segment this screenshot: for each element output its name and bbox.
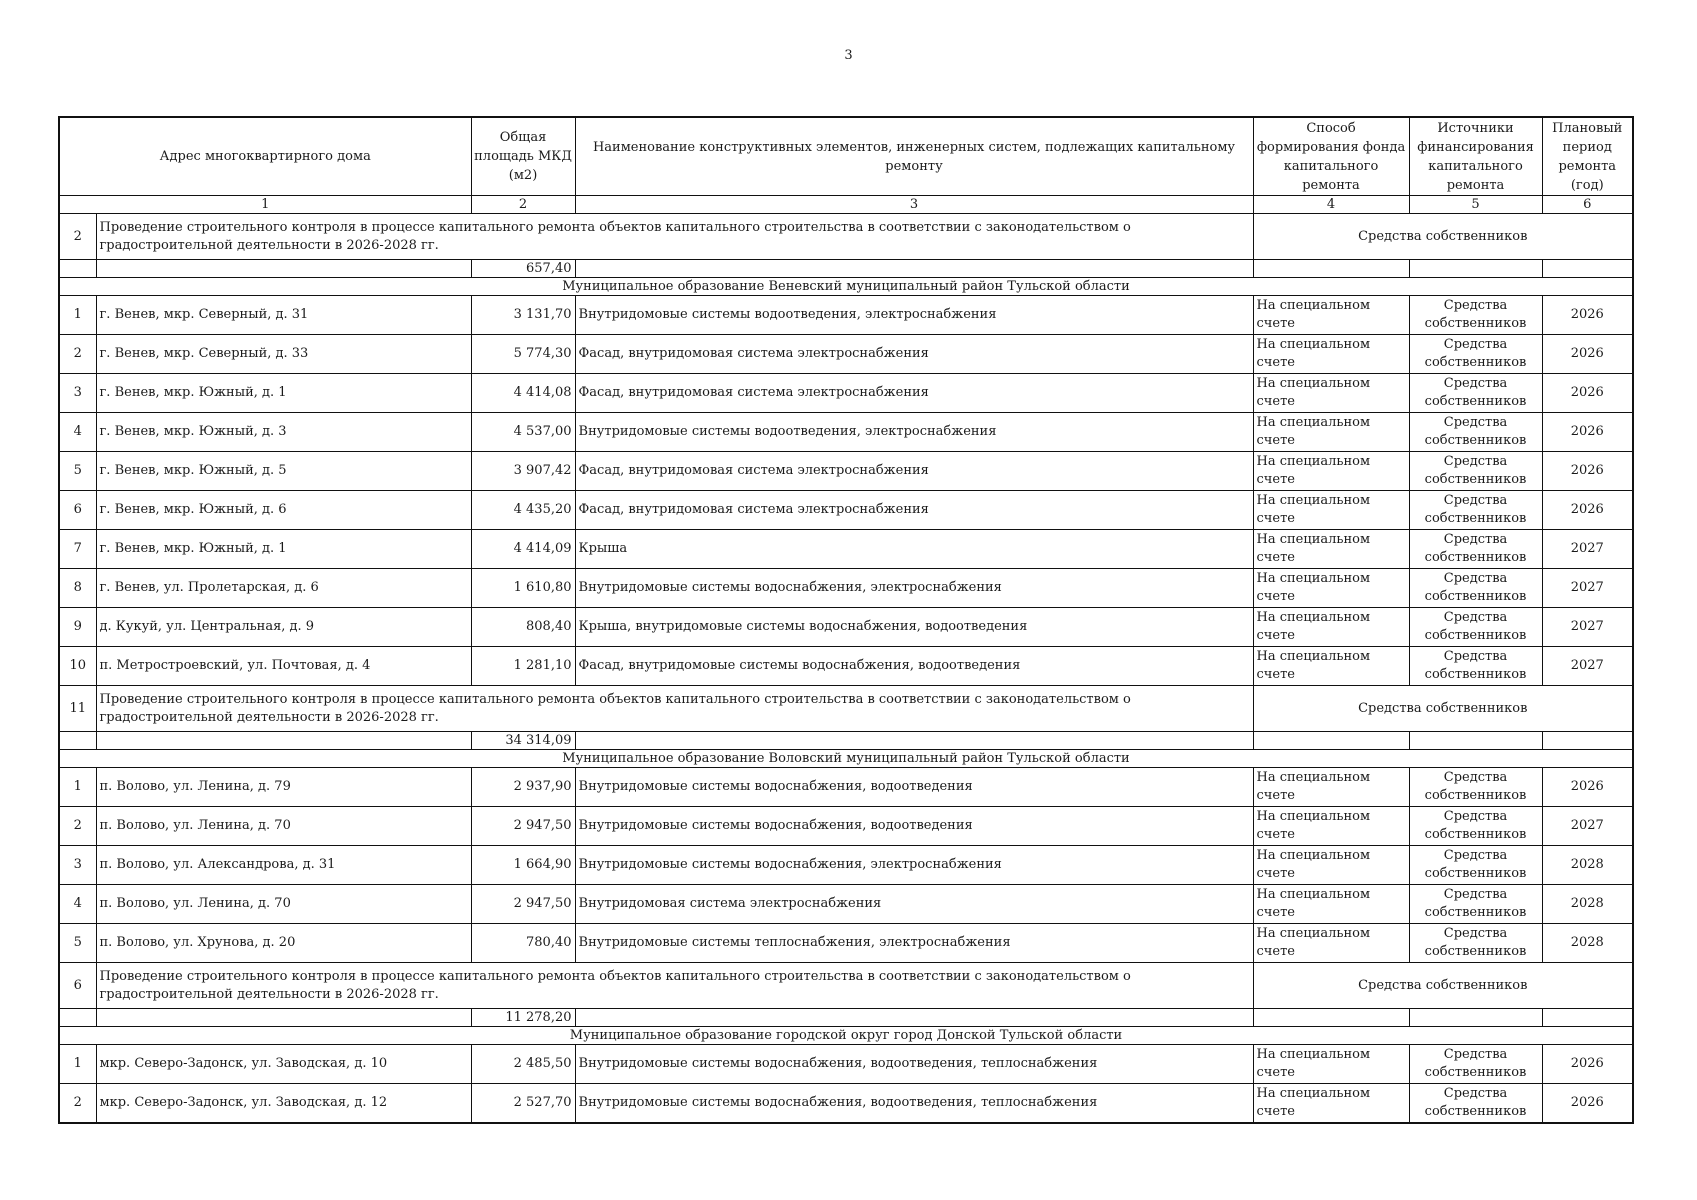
row-area: 4 435,20	[471, 491, 575, 530]
row-source: Средства собственников	[1409, 374, 1542, 413]
row-elements: Внутридомовые системы теплоснабжения, электроснабжения	[575, 924, 1253, 963]
row-address: мкр. Северо-Задонск, ул. Заводская, д. 10	[96, 1045, 471, 1084]
row-number: 1	[59, 1045, 96, 1084]
table-row	[59, 768, 1633, 807]
empty-cell	[575, 732, 1253, 750]
row-address: п. Волово, ул. Александрова, д. 31	[96, 846, 471, 885]
row-year: 2028	[1542, 924, 1633, 963]
row-method: На специальном счете	[1253, 374, 1409, 413]
municipality-title: Муниципальное образование городской округ город Донской Тульской области	[59, 1027, 1633, 1045]
row-method: На специальном счете	[1253, 768, 1409, 807]
row-address: г. Венев, мкр. Северный, д. 31	[96, 296, 471, 335]
row-address: г. Венев, мкр. Северный, д. 33	[96, 335, 471, 374]
empty-cell	[1542, 732, 1633, 750]
row-number: 7	[59, 530, 96, 569]
row-elements: Фасад, внутридомовая система электроснабжения	[575, 491, 1253, 530]
empty-cell	[1409, 260, 1542, 278]
row-number: 3	[59, 374, 96, 413]
row-number: 2	[59, 335, 96, 374]
municipality-row	[59, 750, 1633, 768]
table-row	[59, 1084, 1633, 1124]
row-method: На специальном счете	[1253, 647, 1409, 686]
table-row	[59, 374, 1633, 413]
row-elements: Внутридомовые системы водоотведения, электроснабжения	[575, 296, 1253, 335]
construction-control-row	[59, 686, 1633, 732]
row-address: мкр. Северо-Задонск, ул. Заводская, д. 12	[96, 1084, 471, 1124]
row-address: г. Венев, мкр. Южный, д. 5	[96, 452, 471, 491]
municipality-row	[59, 1027, 1633, 1045]
table-row	[59, 296, 1633, 335]
row-area: 780,40	[471, 924, 575, 963]
table-row	[59, 924, 1633, 963]
row-elements: Фасад, внутридомовые системы водоснабжения, водоотведения	[575, 647, 1253, 686]
row-number: 5	[59, 924, 96, 963]
row-elements: Внутридомовые системы водоснабжения, электроснабжения	[575, 569, 1253, 608]
row-method: На специальном счете	[1253, 296, 1409, 335]
row-source: Средства собственников	[1409, 846, 1542, 885]
row-address: п. Волово, ул. Ленина, д. 79	[96, 768, 471, 807]
empty-cell	[1542, 260, 1633, 278]
row-address: п. Метростроевский, ул. Почтовая, д. 4	[96, 647, 471, 686]
control-source: Средства собственников	[1253, 963, 1633, 1009]
section-total-row	[59, 732, 1633, 750]
row-area: 3 131,70	[471, 296, 575, 335]
row-number: 11	[59, 686, 96, 732]
row-area: 1 610,80	[471, 569, 575, 608]
row-elements: Фасад, внутридомовая система электроснабжения	[575, 452, 1253, 491]
municipality-title: Муниципальное образование Веневский муниципальный район Тульской области	[59, 278, 1633, 296]
column-number-row	[59, 196, 1633, 214]
control-source: Средства собственников	[1253, 686, 1633, 732]
column-number: 5	[1409, 196, 1542, 214]
row-number: 6	[59, 491, 96, 530]
table-row	[59, 569, 1633, 608]
row-method: На специальном счете	[1253, 530, 1409, 569]
table-row	[59, 846, 1633, 885]
column-number: 4	[1253, 196, 1409, 214]
row-elements: Внутридомовые системы водоотведения, электроснабжения	[575, 413, 1253, 452]
row-number: 8	[59, 569, 96, 608]
row-year: 2027	[1542, 569, 1633, 608]
table-row	[59, 413, 1633, 452]
row-source: Средства собственников	[1409, 413, 1542, 452]
row-number: 4	[59, 413, 96, 452]
row-elements: Внутридомовые системы водоснабжения, водоотведения, теплоснабжения	[575, 1084, 1253, 1124]
row-year: 2026	[1542, 1084, 1633, 1124]
row-elements: Внутридомовые системы водоснабжения, электроснабжения	[575, 846, 1253, 885]
control-description: Проведение строительного контроля в процессе капитального ремонта объектов капитального строительства в соответствии с законодательством о градостроительной деятельности в 2026-2028 гг.	[96, 214, 1253, 260]
empty-cell	[1409, 1009, 1542, 1027]
row-year: 2027	[1542, 530, 1633, 569]
row-year: 2026	[1542, 491, 1633, 530]
row-address: г. Венев, мкр. Южный, д. 6	[96, 491, 471, 530]
control-description: Проведение строительного контроля в процессе капитального ремонта объектов капитального строительства в соответствии с законодательством о градостроительной деятельности в 2026-2028 гг.	[96, 686, 1253, 732]
row-area: 2 527,70	[471, 1084, 575, 1124]
row-number: 9	[59, 608, 96, 647]
row-year: 2026	[1542, 413, 1633, 452]
empty-cell	[1253, 260, 1409, 278]
row-year: 2028	[1542, 846, 1633, 885]
empty-cell	[1542, 1009, 1633, 1027]
row-elements: Внутридомовые системы водоснабжения, водоотведения	[575, 807, 1253, 846]
table-row	[59, 608, 1633, 647]
section-total-area: 657,40	[471, 260, 575, 278]
construction-control-row	[59, 963, 1633, 1009]
header-sources: Источники финансирования капитального ремонта	[1409, 117, 1542, 196]
row-number: 5	[59, 452, 96, 491]
row-method: На специальном счете	[1253, 807, 1409, 846]
row-method: На специальном счете	[1253, 885, 1409, 924]
row-area: 4 414,09	[471, 530, 575, 569]
row-area: 2 485,50	[471, 1045, 575, 1084]
section-total-row	[59, 260, 1633, 278]
row-elements: Внутридомовая система электроснабжения	[575, 885, 1253, 924]
row-year: 2026	[1542, 452, 1633, 491]
row-area: 1 281,10	[471, 647, 575, 686]
row-number: 3	[59, 846, 96, 885]
row-year: 2027	[1542, 807, 1633, 846]
row-source: Средства собственников	[1409, 296, 1542, 335]
row-source: Средства собственников	[1409, 885, 1542, 924]
table-header-row	[59, 117, 1633, 196]
row-method: На специальном счете	[1253, 335, 1409, 374]
row-source: Средства собственников	[1409, 807, 1542, 846]
table-row	[59, 335, 1633, 374]
table-row	[59, 491, 1633, 530]
row-year: 2026	[1542, 768, 1633, 807]
row-number: 2	[59, 807, 96, 846]
table-row	[59, 647, 1633, 686]
row-method: На специальном счете	[1253, 569, 1409, 608]
row-method: На специальном счете	[1253, 413, 1409, 452]
row-elements: Фасад, внутридомовая система электроснабжения	[575, 335, 1253, 374]
row-address: п. Волово, ул. Ленина, д. 70	[96, 885, 471, 924]
municipality-title: Муниципальное образование Воловский муниципальный район Тульской области	[59, 750, 1633, 768]
row-elements: Фасад, внутридомовая система электроснабжения	[575, 374, 1253, 413]
row-area: 2 947,50	[471, 807, 575, 846]
row-year: 2027	[1542, 608, 1633, 647]
row-source: Средства собственников	[1409, 1045, 1542, 1084]
header-method: Способ формирования фонда капитального ремонта	[1253, 117, 1409, 196]
row-address: г. Венев, мкр. Южный, д. 3	[96, 413, 471, 452]
row-method: На специальном счете	[1253, 1045, 1409, 1084]
row-number: 2	[59, 1084, 96, 1124]
header-period: Плановый период ремонта (год)	[1542, 117, 1633, 196]
empty-cell	[59, 260, 96, 278]
row-source: Средства собственников	[1409, 1084, 1542, 1124]
row-address: г. Венев, мкр. Южный, д. 1	[96, 374, 471, 413]
control-description: Проведение строительного контроля в процессе капитального ремонта объектов капитального строительства в соответствии с законодательством о градостроительной деятельности в 2026-2028 гг.	[96, 963, 1253, 1009]
section-total-area: 11 278,20	[471, 1009, 575, 1027]
empty-cell	[1253, 732, 1409, 750]
row-area: 4 414,08	[471, 374, 575, 413]
column-number: 1	[59, 196, 471, 214]
row-method: На специальном счете	[1253, 846, 1409, 885]
row-source: Средства собственников	[1409, 569, 1542, 608]
row-area: 4 537,00	[471, 413, 575, 452]
row-source: Средства собственников	[1409, 335, 1542, 374]
row-area: 808,40	[471, 608, 575, 647]
empty-cell	[575, 260, 1253, 278]
section-total-area: 34 314,09	[471, 732, 575, 750]
row-number: 4	[59, 885, 96, 924]
empty-cell	[59, 1009, 96, 1027]
column-number: 3	[575, 196, 1253, 214]
row-area: 2 937,90	[471, 768, 575, 807]
row-elements: Крыша, внутридомовые системы водоснабжения, водоотведения	[575, 608, 1253, 647]
table-row	[59, 452, 1633, 491]
column-number: 6	[1542, 196, 1633, 214]
row-method: На специальном счете	[1253, 924, 1409, 963]
table-row	[59, 1045, 1633, 1084]
row-year: 2027	[1542, 647, 1633, 686]
empty-cell	[59, 732, 96, 750]
header-address: Адрес многоквартирного дома	[59, 117, 471, 196]
row-source: Средства собственников	[1409, 647, 1542, 686]
row-source: Средства собственников	[1409, 608, 1542, 647]
row-source: Средства собственников	[1409, 530, 1542, 569]
row-number: 1	[59, 768, 96, 807]
row-number: 6	[59, 963, 96, 1009]
row-area: 1 664,90	[471, 846, 575, 885]
row-year: 2026	[1542, 374, 1633, 413]
row-address: п. Волово, ул. Хрунова, д. 20	[96, 924, 471, 963]
row-year: 2026	[1542, 1045, 1633, 1084]
row-address: д. Кукуй, ул. Центральная, д. 9	[96, 608, 471, 647]
row-year: 2026	[1542, 335, 1633, 374]
empty-cell	[575, 1009, 1253, 1027]
row-method: На специальном счете	[1253, 1084, 1409, 1124]
row-area: 2 947,50	[471, 885, 575, 924]
empty-cell	[96, 1009, 471, 1027]
municipality-row	[59, 278, 1633, 296]
row-address: п. Волово, ул. Ленина, д. 70	[96, 807, 471, 846]
header-elements: Наименование конструктивных элементов, инженерных систем, подлежащих капитальному ремонту	[575, 117, 1253, 196]
construction-control-row	[59, 214, 1633, 260]
row-number: 1	[59, 296, 96, 335]
row-area: 5 774,30	[471, 335, 575, 374]
row-number: 2	[59, 214, 96, 260]
table-row	[59, 530, 1633, 569]
row-address: г. Венев, ул. Пролетарская, д. 6	[96, 569, 471, 608]
row-method: На специальном счете	[1253, 608, 1409, 647]
row-source: Средства собственников	[1409, 924, 1542, 963]
row-number: 10	[59, 647, 96, 686]
row-method: На специальном счете	[1253, 452, 1409, 491]
row-address: г. Венев, мкр. Южный, д. 1	[96, 530, 471, 569]
row-source: Средства собственников	[1409, 491, 1542, 530]
empty-cell	[1253, 1009, 1409, 1027]
row-source: Средства собственников	[1409, 452, 1542, 491]
column-number: 2	[471, 196, 575, 214]
row-elements: Внутридомовые системы водоснабжения, водоотведения	[575, 768, 1253, 807]
row-year: 2026	[1542, 296, 1633, 335]
row-area: 3 907,42	[471, 452, 575, 491]
control-source: Средства собственников	[1253, 214, 1633, 260]
row-elements: Внутридомовые системы водоснабжения, водоотведения, теплоснабжения	[575, 1045, 1253, 1084]
header-area: Общая площадь МКД (м2)	[471, 117, 575, 196]
table-row	[59, 807, 1633, 846]
capital-repair-table	[58, 116, 1634, 1124]
section-total-row	[59, 1009, 1633, 1027]
row-method: На специальном счете	[1253, 491, 1409, 530]
page-number: 3	[844, 48, 853, 63]
row-year: 2028	[1542, 885, 1633, 924]
empty-cell	[96, 260, 471, 278]
row-elements: Крыша	[575, 530, 1253, 569]
row-source: Средства собственников	[1409, 768, 1542, 807]
table-row	[59, 885, 1633, 924]
empty-cell	[1409, 732, 1542, 750]
empty-cell	[96, 732, 471, 750]
